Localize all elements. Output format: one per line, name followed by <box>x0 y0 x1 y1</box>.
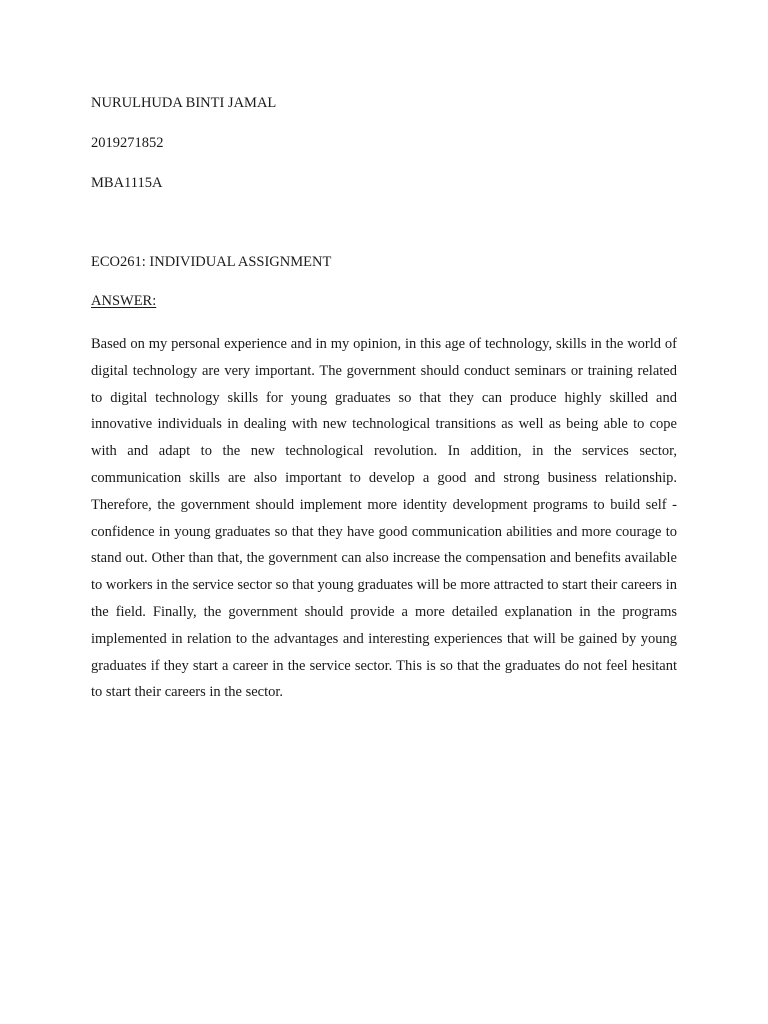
answer-heading: ANSWER: <box>91 293 157 309</box>
class-code: MBA1115A <box>91 175 163 191</box>
answer-paragraph: Based on my personal experience and in my opinion, in this age of technology, skills in the world of digital technology are very important. The government should conduct seminars or training related to digital technology skills for young graduates so that they can produce highly skilled and innovative individuals in dealing with new technological transitions as well as being able to cope with and adapt to the new technological revolution. In addition, in the services sector, communication skills are also important to develop a good and strong business relationship. Therefore, the government should implement more identity development programs to build self -confidence in young graduates so that they have good communication abilities and more courage to stand out. Other than that, the government can also increase the compensation and benefits available to workers in the service sector so that young graduates will be more attracted to start their careers in the field. Finally, the government should provide a more detailed explanation in the programs implemented in relation to the advantages and interesting experiences that will be gained by young graduates if they start a career in the service sector. This is so that the graduates do not feel hesitant to start their careers in the sector. <box>91 336 677 701</box>
student-name: NURULHUDA BINTI JAMAL <box>91 95 277 111</box>
student-id: 2019271852 <box>91 135 164 151</box>
assignment-title: ECO261: INDIVIDUAL ASSIGNMENT <box>91 254 332 270</box>
